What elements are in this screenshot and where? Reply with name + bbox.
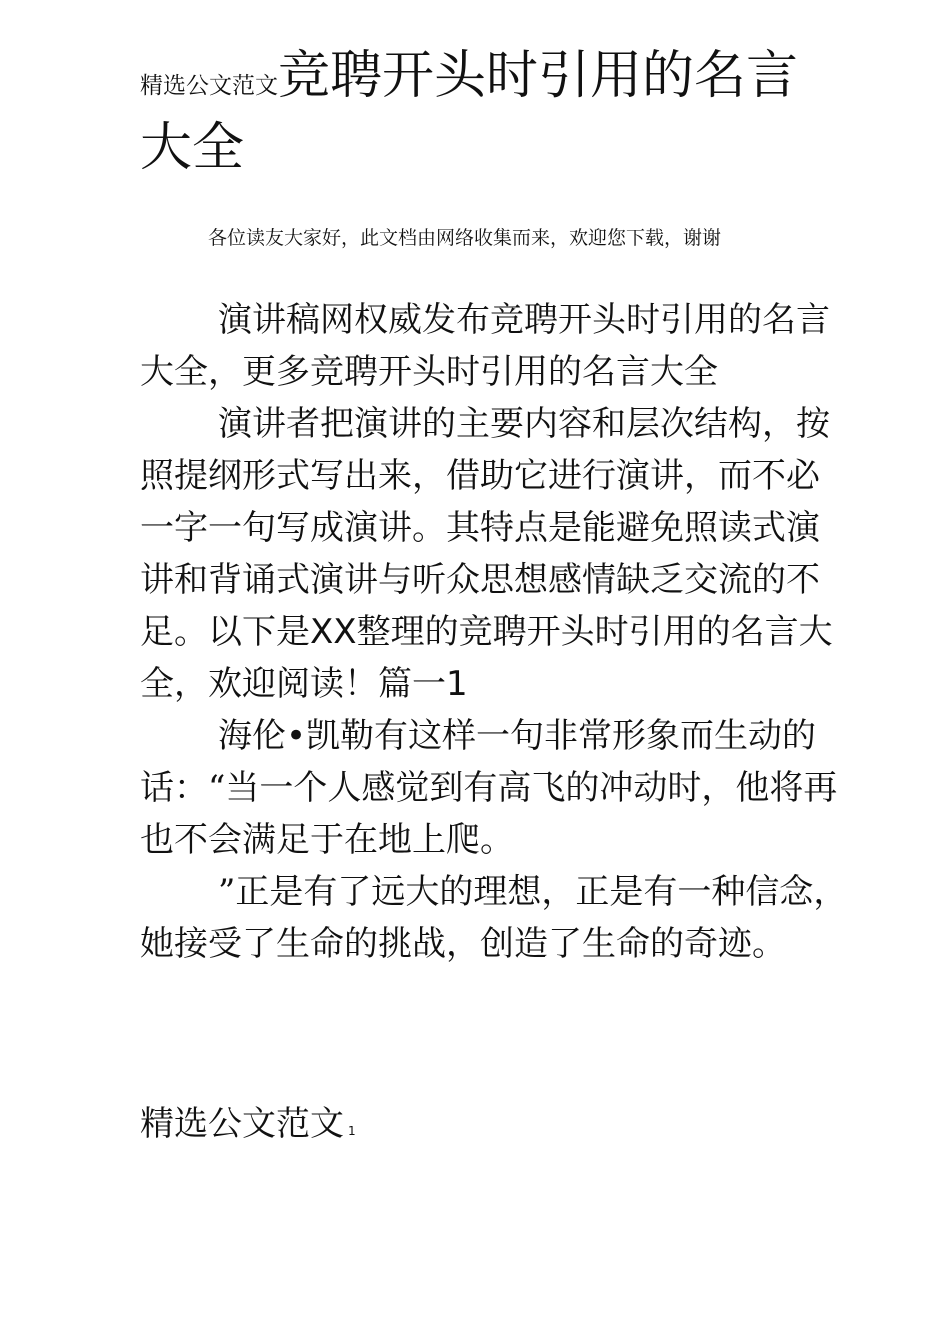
- paragraph-quote-text: 海伦•凯勒有这样一句非常形象而生动的话：“当一个人感觉到有高飞的冲动时，他将再也不会满足于在地上爬。: [140, 716, 838, 860]
- paragraph-quote: [140, 710, 852, 866]
- section-number: 1: [446, 664, 468, 704]
- footer-label: 精选公文范文: [140, 1104, 344, 1144]
- document-body: [140, 294, 852, 970]
- paragraph-conclusion: [140, 866, 852, 970]
- paragraph-description: [140, 398, 852, 710]
- paragraph-intro-text: 演讲稿网权威发布竞聘开头时引用的名言大全，更多竞聘开头时引用的名言大全: [140, 300, 830, 392]
- paragraph-description-text-b: 整理的竞聘开头时引用的名言大全，欢迎阅读！篇一: [140, 612, 833, 704]
- paragraph-conclusion-text: ”正是有了远大的理想，正是有一种信念，她接受了生命的挑战，创造了生命的奇迹。: [140, 872, 848, 964]
- page-footer: [140, 1098, 356, 1157]
- document-title: [140, 46, 840, 190]
- title-main: 竞聘开头时引用的名言大全: [140, 46, 799, 178]
- title-prefix: 精选公文范文: [140, 73, 278, 99]
- page-number: 1: [348, 1124, 356, 1138]
- placeholder-xx: XX: [310, 612, 357, 652]
- download-note: 各位读友大家好，此文档由网络收集而来，欢迎您下载，谢谢: [208, 227, 722, 249]
- paragraph-description-text-a: 演讲者把演讲的主要内容和层次结构，按照提纲形式写出来，借助它进行演讲，而不必一字一句写成演讲。其特点是能避免照读式演讲和背诵式演讲与听众思想感情缺乏交流的不足。以下是: [140, 404, 830, 652]
- paragraph-intro: [140, 294, 852, 398]
